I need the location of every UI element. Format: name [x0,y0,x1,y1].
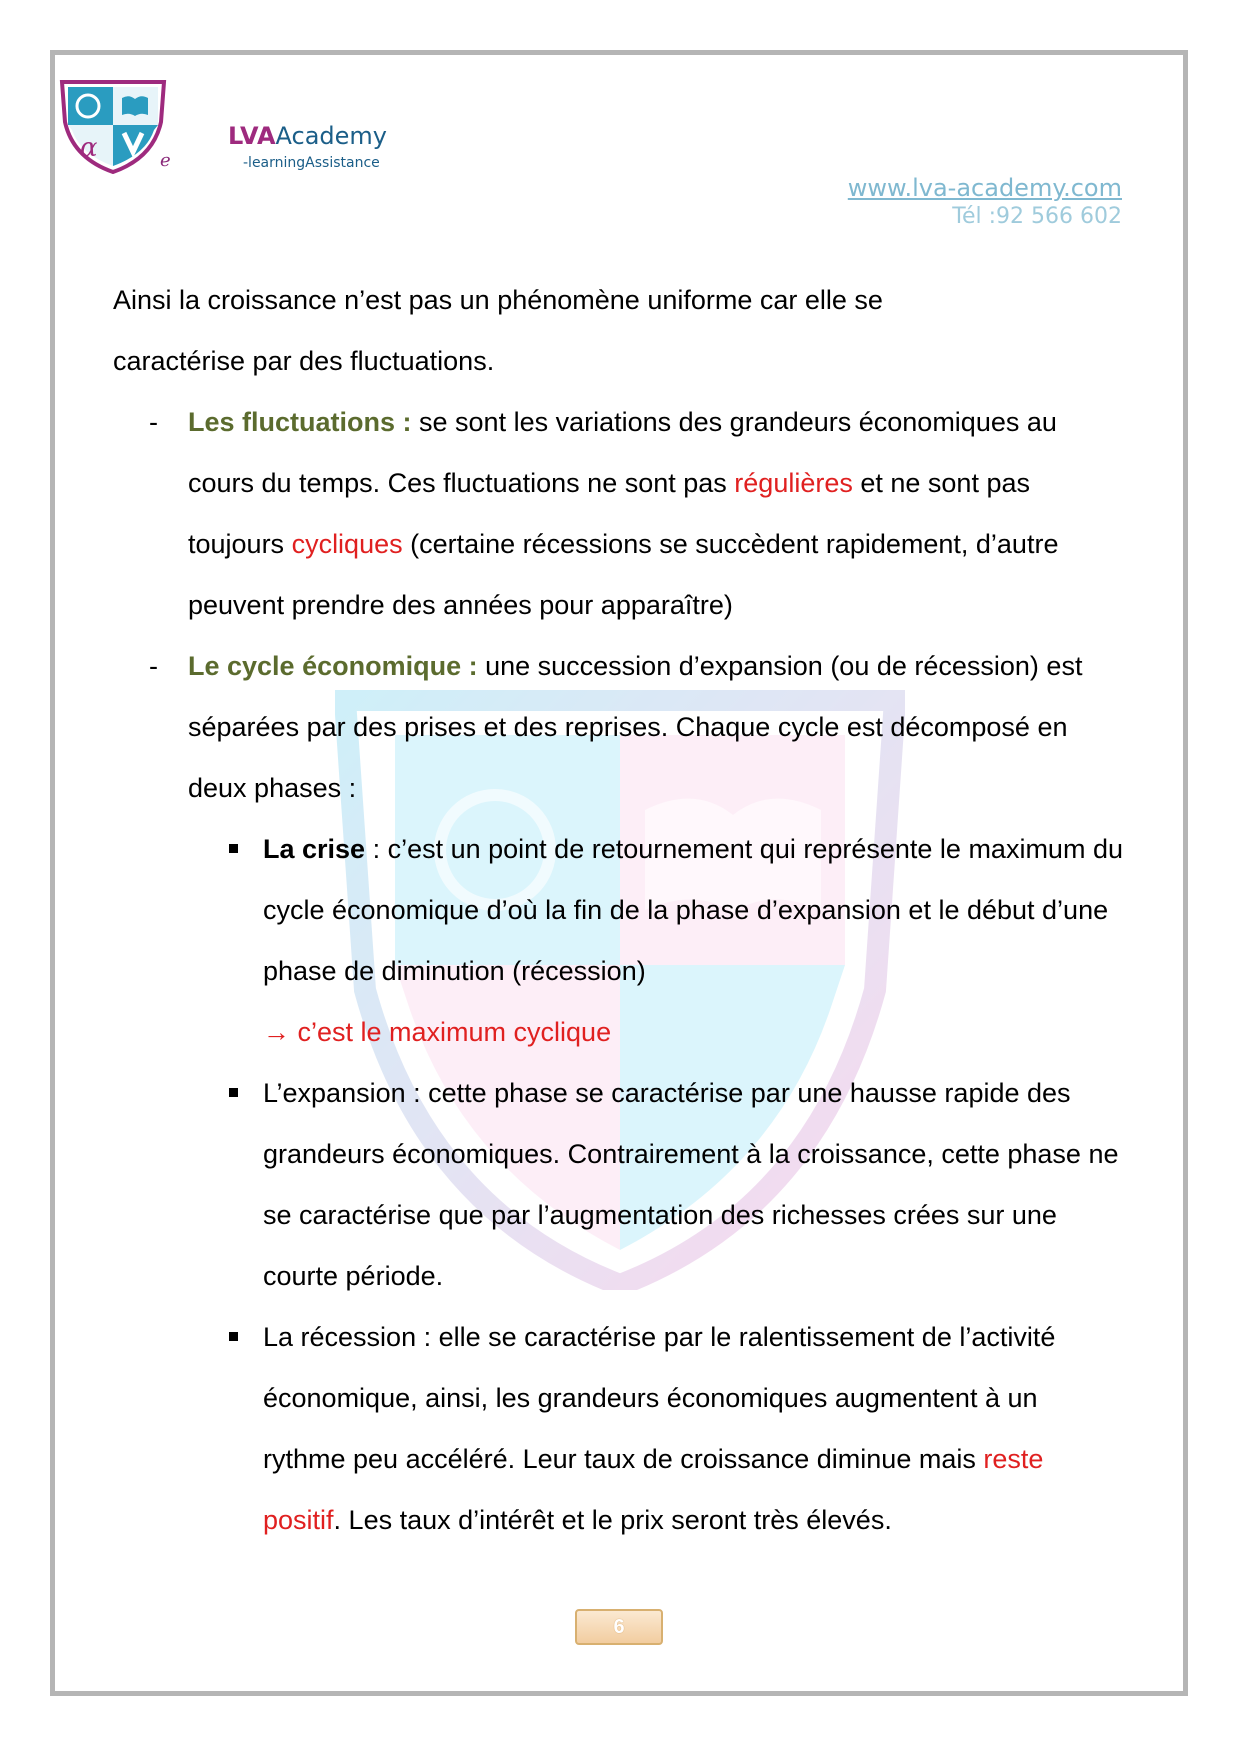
brand-name [228,122,387,150]
cycle-text: une succession d’expansion (ou de récession) est séparées par des prises et des reprises. Chaque cycle est décomposé en deux phases : [188,651,1083,803]
main-content [113,270,1123,1551]
fluctuations-text-c: (certaine récessions se succèdent rapidement, d’autre peuvent prendre des années pour apparaître) [188,529,1059,620]
svg-text:α: α [80,133,98,163]
dash-bullet: - [149,407,158,437]
fluctuations-text-a: se sont les variations des grandeurs économiques au cours du temps. Ces fluctuations ne sont pas [188,407,1057,498]
sublist-item-recession [113,1307,1123,1551]
brand-a: A [256,122,276,150]
sublist-item-crise [113,819,1123,1063]
highlight-reste-positif: reste positif [263,1444,1044,1535]
phone-number: Tél :92 566 602 [952,204,1122,229]
list-item-fluctuations [113,392,1123,636]
crise-conclusion: → c’est le maximum cyclique [263,1017,612,1047]
term-fluctuations: Les fluctuations : [188,407,412,437]
brand-tagline: -learningAssistance [243,155,380,171]
highlight-regulieres: régulières [734,468,853,498]
expansion-text: L’expansion : cette phase se caractérise par une hausse rapide des grandeurs économiques. Contrairement à la croissance, cette phase ne se caractérise que par l’augmentation des richesses crées sur une courte période. [263,1078,1119,1291]
contact-block [848,174,1122,229]
square-bullet-icon [229,1088,238,1097]
crise-text: : c’est un point de retournement qui représente le maximum du cycle économique d’où la fin de la phase d’expansion et le début d’une phase de diminution (récession) [263,834,1123,986]
list-item-cycle [113,636,1123,819]
recession-text-a: La récession : elle se caractérise par le ralentissement de l’activité économique, ainsi, les grandeurs économiques augmentent à un rythme peu accéléré. Leur taux de croissance diminue mais [263,1322,1056,1474]
brand-academy: Academy [275,122,387,150]
page-number-badge: 6 [575,1609,663,1645]
recession-text-b: . Les taux d’intérêt et le prix seront très élevés. [333,1505,892,1535]
term-crise: La crise [263,834,366,864]
term-cycle-economique: Le cycle économique : [188,651,478,681]
sublist-item-expansion [113,1063,1123,1307]
square-bullet-icon [229,1332,238,1341]
dash-bullet: - [149,651,158,681]
highlight-cycliques: cycliques [291,529,403,559]
logo-e-mark: e [160,150,171,171]
brand-lv: LV [228,122,257,150]
fluctuations-text-b: et ne sont pas toujours [188,468,1030,559]
lva-logo [58,78,168,174]
website-link[interactable]: www.lva-academy.com [847,174,1122,202]
square-bullet-icon [229,844,238,853]
intro-line-1: Ainsi la croissance n’est pas un phénomène uniforme car elle se [113,285,883,315]
intro-line-2: caractérise par des fluctuations. [113,346,495,376]
